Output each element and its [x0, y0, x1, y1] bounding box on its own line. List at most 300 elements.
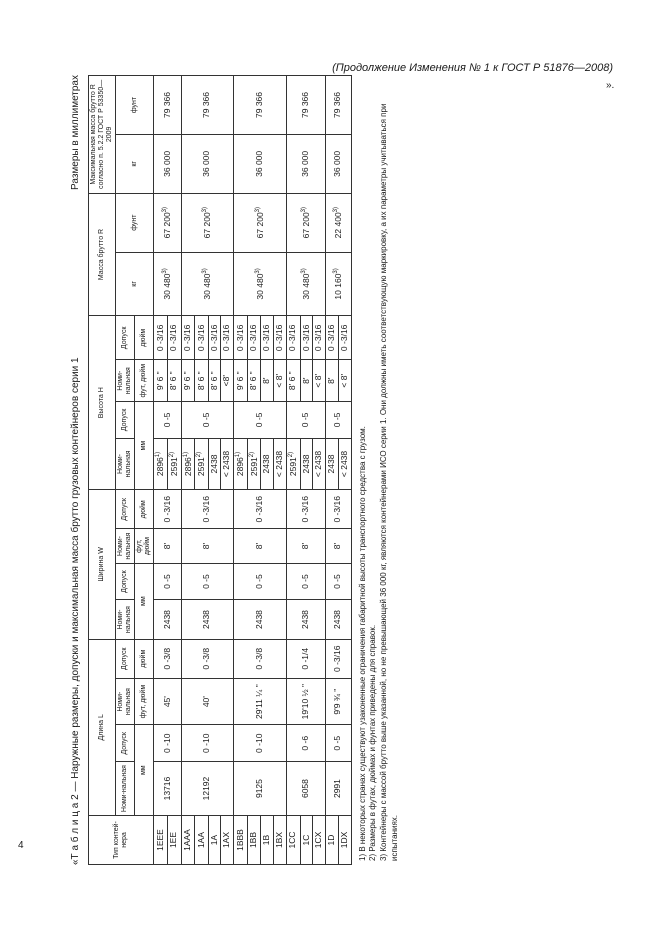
page-number: 4 — [18, 840, 24, 851]
group-max-gross-mass: Максимальная масса брутто R согласно п. 5.2.2 ГОСТ Р 53350—2009 — [89, 76, 116, 194]
cell-type — [326, 816, 339, 865]
cell-length-ft — [326, 678, 352, 725]
cell-length-tolerance-value: 0 -10 — [201, 733, 212, 753]
cell-width-in-value: 0 -3/16 — [201, 496, 212, 523]
cell-height-nominal-value: 2896 — [182, 457, 193, 477]
cell-height-in-value: 0 -3/16 — [274, 324, 285, 352]
cell-length-ft-value: 9'9 ¾ " — [332, 688, 343, 715]
cell-height-in-value: 0 -3/16 — [221, 324, 232, 352]
cell-length-tolerance — [154, 725, 181, 762]
cell-length-tolerance — [181, 725, 234, 762]
cell-height-in-value: 0 -3/16 — [195, 324, 206, 352]
cell-height-in — [247, 316, 261, 360]
cell-height-nominal-value: 2896 — [235, 457, 246, 477]
cell-height-tolerance — [154, 402, 181, 439]
cell-width-in — [234, 490, 287, 529]
footnote-ref: 3) — [202, 268, 209, 274]
cell-length-in — [234, 639, 287, 678]
unit-in: дюйм — [135, 316, 154, 360]
cell-max-kg-value: 36 000 — [254, 150, 265, 177]
cell-height-ft-value: < 8' — [338, 373, 349, 388]
cell-height-in — [300, 316, 313, 360]
cell-height-ft-value: 8' — [261, 377, 272, 384]
table-row — [181, 76, 195, 865]
cell-height-nominal — [326, 438, 339, 489]
cell-height-ft-value: 9' 6 " — [154, 371, 165, 391]
cell-gross-lb-value: 67 200 — [254, 212, 265, 239]
cell-width-ft-value: 8' — [332, 542, 343, 550]
table-row — [326, 76, 339, 865]
cell-height-tolerance — [286, 402, 325, 439]
cell-gross-kg — [234, 252, 287, 316]
cell-height-tolerance-value: 0 -5 — [201, 412, 212, 428]
cell-width-in — [181, 490, 234, 529]
cell-max-kg-value: 36 000 — [332, 150, 343, 177]
cell-type — [208, 816, 221, 865]
rotated-table-block — [70, 75, 590, 865]
cell-height-nominal-value: 2591 — [287, 457, 298, 477]
cell-height-ft-value: 9' 6 " — [181, 371, 192, 391]
cell-width-ft-value: 8' — [161, 542, 172, 550]
cell-gross-kg — [154, 252, 181, 316]
cell-gross-kg-value: 10 160 — [332, 273, 343, 300]
footnote-ref: 3) — [333, 206, 340, 213]
footnote-ref: 3) — [202, 206, 209, 213]
cell-height-ft — [261, 360, 274, 402]
cell-type-value: 1C — [300, 834, 311, 846]
cell-length-nominal-value: 9125 — [254, 779, 265, 799]
cell-width-tolerance-value: 0 -5 — [254, 574, 265, 589]
cell-type — [300, 816, 313, 865]
cell-width-tolerance — [154, 563, 181, 600]
unit-kg: кг — [116, 252, 154, 316]
cell-height-ft-value: 8' 6 " — [168, 371, 179, 391]
col-type-header: Тип контей-нера — [89, 816, 154, 865]
cell-gross-lb — [154, 193, 181, 252]
cell-length-tolerance-value: 0 -5 — [332, 735, 343, 751]
footnote-ref: 3) — [162, 206, 169, 213]
cell-length-tolerance — [326, 725, 352, 762]
cell-type — [221, 816, 234, 865]
sub-tolerance: Допуск — [116, 725, 135, 762]
cell-type-value: 1A — [208, 834, 219, 846]
cell-width-tolerance-value: 0 -5 — [300, 574, 311, 589]
cell-type — [261, 816, 274, 865]
cell-width-in — [286, 490, 325, 529]
cell-height-ft-value: < 8' — [313, 373, 324, 388]
cell-height-ft — [221, 360, 234, 402]
cell-width-tolerance-value: 0 -5 — [201, 574, 212, 589]
sub-nominal: Номи-нальная — [116, 360, 135, 402]
cell-width-ft-value: 8' — [300, 542, 311, 550]
cell-width-nominal — [154, 600, 181, 639]
cell-height-nominal — [274, 438, 287, 489]
unit-lb: фунт — [116, 76, 154, 135]
cell-gross-lb — [234, 193, 287, 252]
cell-type — [167, 816, 181, 865]
cell-type-value: 1EE — [168, 831, 179, 849]
sub-nominal: Номи-нальная — [116, 678, 135, 725]
cell-max-kg — [286, 134, 325, 193]
cell-height-ft — [286, 360, 300, 402]
unit-ft-in: фут, дюйм — [135, 360, 154, 402]
cell-height-in-value: 0 -3/16 — [300, 324, 311, 352]
cell-height-ft-value: 8' 6 " — [208, 371, 219, 391]
table-row — [234, 76, 248, 865]
cell-length-nominal-value: 2991 — [332, 779, 343, 799]
cell-height-in-value: 0 -3/16 — [248, 324, 259, 352]
cell-gross-kg — [326, 252, 352, 316]
cell-height-in-value: 0 -3/16 — [208, 324, 219, 352]
cell-height-nominal — [261, 438, 274, 489]
cell-height-nominal-value: 2438 — [208, 454, 219, 474]
cell-length-tolerance-value: 0 -10 — [161, 733, 172, 753]
cell-length-tolerance-value: 0 -10 — [254, 733, 265, 753]
cell-height-nominal-value: 2438 — [300, 454, 311, 474]
footnote-ref: 3) — [254, 206, 261, 213]
cell-height-in — [208, 316, 221, 360]
unit-ft-in: фут, дюйм — [135, 678, 154, 725]
sub-tolerance: Допуск — [116, 490, 135, 529]
cell-max-lb — [154, 76, 181, 135]
cell-length-ft — [234, 678, 287, 725]
cell-gross-lb — [326, 193, 352, 252]
containers-table — [88, 75, 352, 865]
cell-height-ft — [181, 360, 195, 402]
cell-length-ft-value: 40' — [201, 696, 212, 708]
cell-height-in — [338, 316, 351, 360]
cell-max-lb-value: 79 366 — [254, 91, 265, 118]
footnote-ref: 3) — [300, 268, 307, 274]
cell-gross-lb — [286, 193, 325, 252]
cell-length-ft — [181, 678, 234, 725]
cell-height-ft — [338, 360, 351, 402]
footnote-ref: 2) — [287, 451, 294, 458]
cell-width-in — [326, 490, 352, 529]
cell-type — [195, 816, 209, 865]
cell-width-tolerance — [234, 563, 287, 600]
footnote-1: 1) В некоторых странах существуют узаконенные ограничения габаритной высоты транспортного средства с грузом. — [357, 426, 367, 861]
cell-height-tolerance — [234, 402, 287, 439]
cell-height-nominal — [195, 438, 209, 489]
cell-height-nominal — [208, 438, 221, 489]
cell-max-kg — [181, 134, 234, 193]
cell-length-nominal-value: 12192 — [201, 776, 212, 801]
cell-height-ft — [274, 360, 287, 402]
group-gross-mass: Масса брутто R — [89, 193, 116, 316]
cell-height-in — [326, 316, 339, 360]
cell-type — [154, 816, 168, 865]
cell-height-ft-value: <8' — [221, 375, 232, 387]
cell-type-value: 1AA — [195, 831, 206, 849]
cell-height-nominal-value: 2438 — [261, 454, 272, 474]
cell-width-in-value: 0 -3/16 — [300, 496, 311, 523]
cell-length-tolerance — [234, 725, 287, 762]
group-length: Длина L — [89, 639, 116, 815]
cell-width-ft — [286, 529, 325, 563]
footnote-ref: 1) — [155, 451, 162, 458]
cell-type — [234, 816, 248, 865]
cell-max-lb-value: 79 366 — [201, 91, 212, 118]
cell-type-value: 1CX — [313, 831, 324, 849]
cell-height-nominal — [313, 438, 326, 489]
cell-max-kg-value: 36 000 — [300, 150, 311, 177]
page-header: (Продолжение Изменения № 1 к ГОСТ Р 51876—2008) — [332, 62, 613, 74]
cell-length-nominal-value: 13716 — [161, 776, 172, 801]
cell-height-nominal — [221, 438, 234, 489]
cell-height-nominal — [234, 438, 248, 489]
sub-tolerance: Допуск — [116, 563, 135, 600]
cell-type — [338, 816, 351, 865]
cell-length-nominal — [181, 762, 234, 816]
cell-length-in — [154, 639, 181, 678]
cell-type-value: 1BX — [274, 831, 285, 849]
cell-max-kg — [234, 134, 287, 193]
cell-gross-kg — [181, 252, 234, 316]
cell-width-in-value: 0 -3/16 — [254, 496, 265, 523]
cell-type — [313, 816, 326, 865]
cell-height-nominal-value: 2896 — [155, 457, 166, 477]
unit-mm: мм — [135, 402, 154, 490]
table-units: Размеры в миллиметрах — [70, 75, 81, 190]
cell-length-in — [181, 639, 234, 678]
cell-max-lb-value: 79 366 — [332, 91, 343, 118]
cell-type-value: 1CC — [287, 831, 298, 849]
cell-height-nominal — [181, 438, 195, 489]
cell-width-nominal — [181, 600, 234, 639]
cell-height-ft — [300, 360, 313, 402]
cell-gross-lb-value: 67 200 — [161, 212, 172, 239]
sub-nominal: Номи-нальная — [116, 529, 135, 563]
cell-height-tolerance — [181, 402, 234, 439]
footnote-ref: 3) — [162, 268, 169, 274]
cell-width-ft-value: 8' — [254, 542, 265, 550]
cell-height-nominal-value: < 2438 — [221, 450, 232, 478]
cell-height-in-value: 0 -3/16 — [326, 324, 337, 352]
cell-height-ft-value: 8' 6 " — [195, 371, 206, 391]
cell-length-ft — [286, 678, 325, 725]
sub-tolerance: Допуск — [116, 639, 135, 678]
footnote-ref: 2) — [196, 451, 203, 458]
sub-nominal: Номи-нальная — [116, 600, 135, 639]
cell-height-tolerance-value: 0 -5 — [332, 412, 343, 428]
cell-type — [247, 816, 261, 865]
cell-max-lb — [326, 76, 352, 135]
sub-tolerance: Допуск — [116, 402, 135, 439]
cell-height-ft-value: 9' 6 " — [234, 371, 245, 391]
cell-height-in — [261, 316, 274, 360]
cell-type-value: 1DX — [338, 831, 349, 849]
cell-height-in — [313, 316, 326, 360]
footnote-ref: 3) — [300, 206, 307, 213]
cell-gross-lb-value: 67 200 — [201, 212, 212, 239]
cell-length-in-value: 0 -3/16 — [332, 645, 343, 672]
cell-height-ft — [154, 360, 168, 402]
cell-height-tolerance-value: 0 -5 — [161, 412, 172, 428]
cell-height-tolerance-value: 0 -5 — [254, 412, 265, 428]
cell-max-lb-value: 79 366 — [161, 91, 172, 118]
cell-length-in-value: 0 -3/8 — [201, 647, 212, 670]
unit-mm: мм — [135, 563, 154, 639]
footnote-3: 3) Контейнеры с массой брутто выше указанной, но не превышающей 36 000 кг, являются контейнерами ИСО серии 1. Они должны иметь соответствующую маркировку, а их параметры учитываться при испытаниях. — [379, 103, 399, 861]
cell-max-kg-value: 36 000 — [161, 150, 172, 177]
cell-height-nominal-value: < 2438 — [274, 450, 285, 478]
cell-length-tolerance-value: 0 -6 — [300, 735, 311, 751]
cell-width-ft — [234, 529, 287, 563]
cell-height-ft — [167, 360, 181, 402]
footnotes — [358, 75, 401, 865]
cell-width-tolerance-value: 0 -5 — [332, 574, 343, 589]
cell-height-in-value: 0 -3/16 — [313, 324, 324, 352]
cell-height-nominal — [154, 438, 168, 489]
cell-height-in — [286, 316, 300, 360]
sub-nominal: Номи-нальная — [116, 438, 135, 489]
cell-length-ft-value: 45' — [161, 696, 172, 708]
cell-height-ft-value: 8' — [326, 377, 337, 384]
cell-type — [274, 816, 287, 865]
unit-kg: кг — [116, 134, 154, 193]
footnote-ref: 2) — [168, 451, 175, 458]
cell-height-tolerance — [326, 402, 352, 439]
cell-height-in — [274, 316, 287, 360]
cell-width-ft — [154, 529, 181, 563]
cell-height-nominal — [167, 438, 181, 489]
cell-max-lb — [234, 76, 287, 135]
cell-max-kg-value: 36 000 — [201, 150, 212, 177]
footnote-ref: 2) — [248, 451, 255, 458]
cell-type-value: 1AX — [221, 831, 232, 849]
sub-nominal: Номи-нальная — [116, 762, 135, 816]
cell-length-nominal — [154, 762, 181, 816]
cell-height-in-value: 0 -3/16 — [154, 324, 165, 352]
cell-width-nominal-value: 2438 — [201, 610, 212, 629]
closing-quote: ». — [606, 80, 615, 91]
cell-gross-lb-value: 22 400 — [332, 212, 343, 239]
cell-width-tolerance — [181, 563, 234, 600]
cell-width-in-value: 0 -3/16 — [332, 496, 343, 523]
cell-height-nominal — [300, 438, 313, 489]
cell-height-in-value: 0 -3/16 — [261, 324, 272, 352]
cell-height-ft — [247, 360, 261, 402]
cell-max-kg — [326, 134, 352, 193]
cell-height-ft — [313, 360, 326, 402]
cell-length-in — [326, 639, 352, 678]
cell-length-in-value: 0 -1/4 — [300, 647, 311, 670]
cell-height-nominal-value: 2591 — [168, 457, 179, 477]
cell-height-tolerance-value: 0 -5 — [300, 412, 311, 428]
cell-type-value: 1D — [326, 834, 337, 846]
cell-height-in — [154, 316, 168, 360]
cell-height-in-value: 0 -3/16 — [181, 324, 192, 352]
cell-width-in-value: 0 -3/16 — [161, 496, 172, 523]
cell-length-nominal — [234, 762, 287, 816]
cell-length-ft-value: 19'10 ½ " — [300, 683, 311, 720]
unit-in: дюйм — [135, 490, 154, 529]
cell-height-ft-value: 8' — [300, 377, 311, 384]
unit-lb: фунт — [116, 193, 154, 252]
cell-width-in — [154, 490, 181, 529]
cell-type — [286, 816, 300, 865]
cell-width-tolerance — [286, 563, 325, 600]
cell-height-nominal-value: < 2438 — [338, 450, 349, 478]
cell-type — [181, 816, 195, 865]
cell-type-value: 1AAA — [181, 829, 192, 851]
cell-height-in — [181, 316, 195, 360]
cell-type-value: 1BB — [248, 831, 259, 849]
table-row — [154, 76, 168, 865]
sub-tolerance: Допуск — [116, 316, 135, 360]
cell-height-in — [221, 316, 234, 360]
unit-in: дюйм — [135, 639, 154, 678]
cell-max-kg — [154, 134, 181, 193]
cell-width-nominal-value: 2438 — [332, 610, 343, 629]
table-caption: «Т а б л и ц а 2 — Наружные размеры, допуски и максимальная масса брутто грузовых контейнеров серии 1 — [70, 357, 81, 865]
table-caption-row — [70, 75, 84, 865]
cell-height-ft-value: 8' 6 " — [287, 371, 298, 391]
cell-height-ft-value: 8' 6 " — [248, 371, 259, 391]
cell-width-ft — [326, 529, 352, 563]
cell-length-nominal — [326, 762, 352, 816]
cell-length-nominal — [286, 762, 325, 816]
cell-height-in — [234, 316, 248, 360]
cell-height-nominal — [247, 438, 261, 489]
table-row — [286, 76, 300, 865]
cell-width-tolerance-value: 0 -5 — [161, 574, 172, 589]
group-width: Ширина W — [89, 490, 116, 639]
cell-length-tolerance — [286, 725, 325, 762]
cell-height-in-value: 0 -3/16 — [234, 324, 245, 352]
cell-height-nominal-value: 2591 — [195, 457, 206, 477]
cell-height-ft — [234, 360, 248, 402]
cell-height-nominal — [286, 438, 300, 489]
cell-width-nominal-value: 2438 — [254, 610, 265, 629]
cell-height-in-value: 0 -3/16 — [287, 324, 298, 352]
cell-height-ft — [195, 360, 209, 402]
cell-gross-kg-value: 30 480 — [161, 273, 172, 300]
cell-height-ft-value: < 8' — [274, 373, 285, 388]
cell-width-tolerance — [326, 563, 352, 600]
footnote-ref: 1) — [235, 451, 242, 458]
unit-ft-in: фут, дюйм — [135, 529, 154, 563]
cell-width-nominal-value: 2438 — [161, 610, 172, 629]
unit-mm: мм — [135, 725, 154, 816]
cell-type-value: 1B — [261, 834, 272, 846]
cell-width-nominal — [234, 600, 287, 639]
cell-gross-lb — [181, 193, 234, 252]
cell-height-ft — [326, 360, 339, 402]
footnote-ref: 3) — [333, 268, 340, 274]
cell-length-in-value: 0 -3/8 — [254, 647, 265, 670]
cell-length-ft — [154, 678, 181, 725]
cell-height-in — [167, 316, 181, 360]
cell-height-in — [195, 316, 209, 360]
cell-length-nominal-value: 6058 — [300, 779, 311, 799]
group-height: Высота H — [89, 316, 116, 490]
cell-type-value: 1BBB — [234, 829, 245, 851]
cell-length-ft-value: 29'11 ¼ " — [254, 684, 265, 719]
table-body — [154, 76, 351, 865]
cell-height-nominal-value: 2438 — [326, 454, 337, 474]
cell-width-nominal — [326, 600, 352, 639]
cell-width-ft-value: 8' — [201, 542, 212, 550]
footnote-2: 2) Размеры в футах, дюймах и фунтах приведены для справок. — [368, 624, 378, 861]
footnote-ref: 3) — [254, 268, 261, 274]
cell-length-in-value: 0 -3/8 — [161, 647, 172, 670]
cell-length-in — [286, 639, 325, 678]
cell-height-nominal — [338, 438, 351, 489]
cell-height-ft — [208, 360, 221, 402]
cell-height-in-value: 0 -3/16 — [168, 324, 179, 352]
